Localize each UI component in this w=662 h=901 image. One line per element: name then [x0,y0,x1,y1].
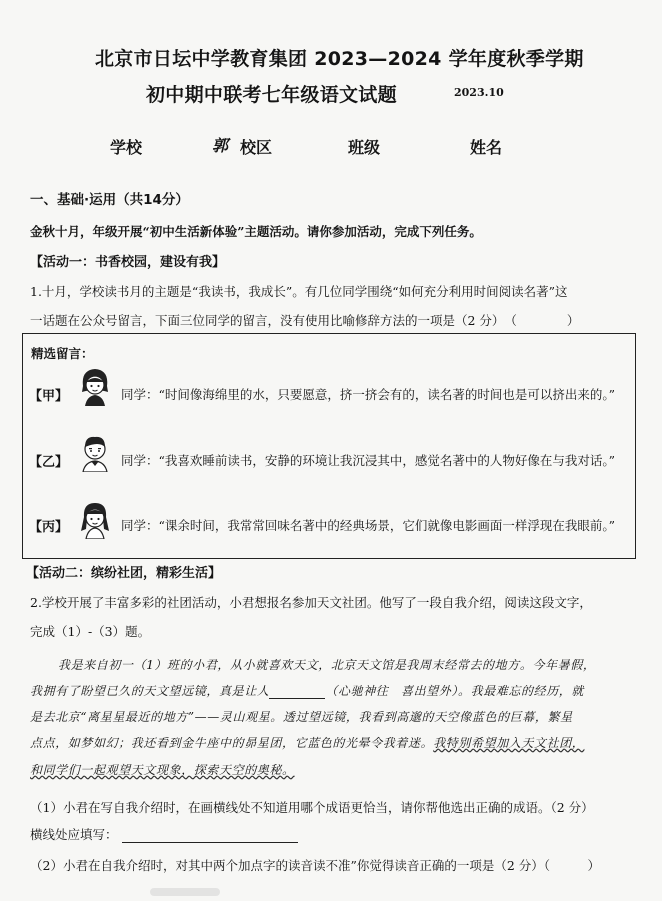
comment-tag: 【甲】 [29,389,69,404]
school-label: 学校 [110,138,143,157]
campus-handwritten-mark: 郭 [212,136,229,155]
exam-date: 2023.10 [454,86,504,99]
wavy-underlined-sentence: 我特别希望加入天文社团， [433,736,585,750]
section-heading: 一、基础·运用（共14分） [30,192,189,208]
passage-line-start: 点点，如梦如幻；我还看到金牛座中的昴星团，它蓝色的光晕令我着迷。 [30,736,434,750]
passage-line-end: （心驰神往 喜出望外）。我最难忘的经历，就 [325,684,585,698]
answer-prompt: 横线处应填写： [30,827,118,842]
scan-smudge [150,888,220,896]
question2-line1: 2.学校开展了丰富多彩的社团活动，小君想报名参加天文社团。他写了一段自我介绍，阅读这段文字， [30,595,592,610]
activity2-heading: 【活动二：缤纷社团，精彩生活】 [26,566,222,581]
comment-tag: 【乙】 [29,455,69,470]
comment-box-title: 精选留言： [31,346,94,361]
subquestion1-line1: （1）小君在写自我介绍时，在画横线处不知道用哪个成语更恰当，请你帮他选出正确的成语。（2 分） [30,800,594,815]
exam-title-line2: 初中期中联考七年级语文试题 [146,84,397,106]
passage-line [30,734,584,751]
passage-line [30,682,584,699]
comment-box [22,333,636,559]
passage-line: 我是来自初一（1）班的小君，从小就喜欢天文，北京天文馆是我周末经常去的地方。今年暑假， [58,658,596,672]
exam-title-line1: 北京市日坛中学教育集团 2023—2024 学年度秋季学期 [95,48,584,70]
question1-line2: 一话题在公众号留言，下面三位同学的留言，没有使用比喻修辞方法的一项是（2 分） （ ） [30,313,580,328]
subquestion1-line2 [30,825,298,843]
comment-text: 同学：“课余时间，我常常回味名著中的经典场景，它们就像电影画面一样浮现在我眼前。” [121,518,616,533]
campus-label: 校区 [240,138,273,157]
passage-line: 是去北京“离星星最近的地方”——灵山观星。透过望远镜，我看到高邈的天空像蓝色的巨幕，繁星 [30,710,573,724]
subquestion2: （2）小君在自我介绍时，对其中两个加点字的读音读不准”你觉得读音正确的一项是（2 分）（ ） [30,858,601,873]
girl-avatar-icon [77,366,113,406]
comment-text: 同学：“我喜欢睡前读书，安静的环境让我沉浸其中，感觉名著中的人物好像在与我对话。” [121,453,616,468]
question2-line2: 完成（1）-（3）题。 [30,624,151,639]
boy-avatar-icon [77,432,113,472]
name-label: 姓名 [470,138,503,157]
intro-text: 金秋十月，年级开展“初中生活新体验”主题活动。请你参加活动，完成下列任务。 [30,224,482,239]
comment-tag: 【丙】 [29,520,69,535]
girl-braids-avatar-icon [77,499,113,539]
wavy-underlined-sentence: 和同学们一起观望天文现象，探索天空的奥秘。 [30,763,295,777]
answer-blank[interactable] [122,829,298,843]
activity1-heading: 【活动一：书香校园，建设有我】 [30,255,226,270]
fill-blank [269,685,325,699]
question1-line1: 1.十月，学校读书月的主题是“我读书，我成长”。有几位同学围绕“如何充分利用时间阅读名著”这 [30,284,568,299]
comment-text: 同学：“时间像海绵里的水，只要愿意，挤一挤会有的，读名著的时间也是可以挤出来的。” [121,387,616,402]
class-label: 班级 [348,138,381,157]
passage-line-start: 我拥有了盼望已久的天文望远镜，真是让人 [30,684,270,698]
